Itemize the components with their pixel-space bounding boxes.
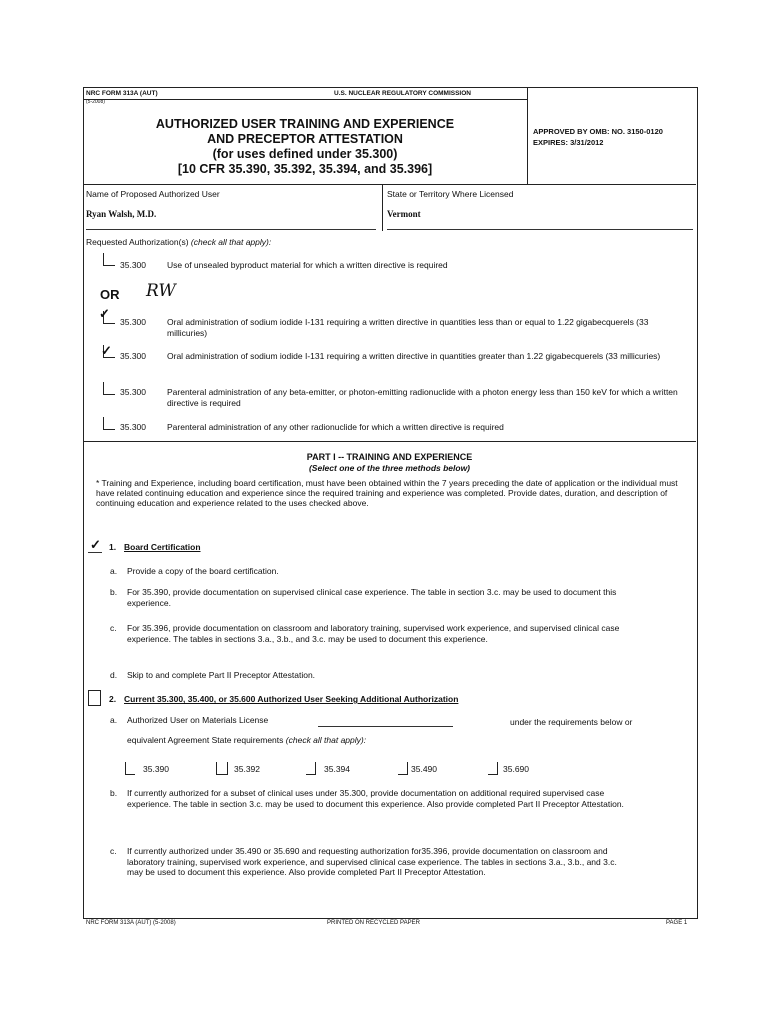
item-4-text: Parenteral administration of any beta-emitter, or photon-emitting radionuclide with a photon energy less than 150 keV for which a written directive is required <box>167 387 678 408</box>
header-divider <box>527 87 528 184</box>
check-mark-icon: ✓ <box>101 343 112 358</box>
checkbox-35490[interactable] <box>398 762 408 775</box>
state-underline <box>387 229 693 230</box>
s2-c-letter: c. <box>110 846 117 856</box>
s2-a-tail: under the requirements below or <box>510 717 633 727</box>
s2-b-letter: b. <box>110 788 118 798</box>
s2-b-text: If currently authorized for a subset of clinical uses under 35.300, provide documentation on additional required supervised case experience. The table in section 3.c. may be used to document this experience. Also provide completed Part II Preceptor Attestation. <box>127 788 624 809</box>
item-2-text: Oral administration of sodium iodide I-131 requiring a written directive in quantities less than or equal to 1.22 gigabecquerels (33 millicuries) <box>167 317 649 338</box>
s2-a-line2 <box>127 735 366 746</box>
license-number-field[interactable] <box>318 726 453 727</box>
s2-c-text: If currently authorized under 35.490 or 35.690 and requesting authorization for35.396, provide documentation on classroom and laboratory training, supervised work experience, and supervised clinical case experience. The tables in sections 3.a., 3.b., and 3.c. may be used to document this experience. Also provide completed Part II Preceptor Attestation. <box>127 846 617 877</box>
option-35390: 35.390 <box>143 764 169 774</box>
board-cert-checkbox[interactable] <box>88 552 102 553</box>
check-mark-icon: ✓ <box>90 537 101 552</box>
s1-c-letter: c. <box>110 623 117 633</box>
item-2-code: 35.300 <box>120 317 146 327</box>
item-5-code: 35.300 <box>120 422 146 432</box>
requested-label <box>86 237 271 248</box>
section2-checkbox[interactable] <box>88 690 101 706</box>
s2-a-text: Authorized User on Materials License <box>127 715 269 725</box>
expiration: EXPIRES: 3/31/2012 <box>533 138 604 147</box>
agency-name: U.S. NUCLEAR REGULATORY COMMISSION <box>334 90 471 97</box>
title-line-4: [10 CFR 35.390, 35.392, 35.394, and 35.396] <box>177 162 433 176</box>
requested-hint: (check all that apply): <box>190 237 272 247</box>
state-label: State or Territory Where Licensed <box>387 189 514 199</box>
option-35394: 35.394 <box>324 764 350 774</box>
form-number: NRC FORM 313A (AUT) <box>86 90 158 97</box>
item-4-code: 35.300 <box>120 387 146 397</box>
item-1-code: 35.300 <box>120 260 146 270</box>
form-date: (5-2008) <box>86 99 105 105</box>
section-rule <box>83 441 696 442</box>
part1-intro: * Training and Experience, including board certification, must have been obtained within the 7 years preceding the date of application or the individual must have related continuing education and experience since the required training and experience was completed. Provide dates, duration, and description of continuing education and experience related to the uses checked above. <box>96 478 678 508</box>
checkbox-35392[interactable] <box>216 762 228 775</box>
checkbox-item-4[interactable] <box>103 382 115 395</box>
s1-d-text: Skip to and complete Part II Preceptor Attestation. <box>127 670 316 680</box>
checkbox-item-5[interactable] <box>103 417 115 430</box>
section2-title: Current 35.300, 35.400, or 35.600 Authorized User Seeking Additional Authorization <box>124 694 459 704</box>
section2-number: 2. <box>109 694 117 704</box>
s2-a-letter: a. <box>110 715 118 725</box>
title-line-1: AUTHORIZED USER TRAINING AND EXPERIENCE <box>155 117 455 131</box>
s1-b-text: For 35.390, provide documentation on supervised clinical case experience. The table in section 3.c. may be used to document this experience. <box>127 587 617 608</box>
checkbox-35390[interactable] <box>125 762 135 775</box>
checkbox-35690[interactable] <box>488 762 498 775</box>
item-1-text: Use of unsealed byproduct material for which a written directive is required <box>167 260 448 270</box>
section1-title: Board Certification <box>124 542 201 552</box>
s1-b-letter: b. <box>110 587 118 597</box>
requested-label-text: Requested Authorization(s) <box>86 237 189 247</box>
name-underline <box>86 229 376 230</box>
option-35392: 35.392 <box>234 764 260 774</box>
section-rule <box>83 184 696 185</box>
item-3-text: Oral administration of sodium iodide I-131 requiring a written directive in quantities greater than 1.22 gigabecquerels (33 millicuries) <box>167 351 661 361</box>
part1-subtitle: (Select one of the three methods below) <box>308 463 471 473</box>
title-line-2: AND PRECEPTOR ATTESTATION <box>207 132 403 146</box>
s1-a-text: Provide a copy of the board certification. <box>127 566 279 576</box>
checkbox-35394[interactable] <box>306 762 316 775</box>
option-35690: 35.690 <box>503 764 529 774</box>
s1-a-letter: a. <box>110 566 118 576</box>
footer-form: NRC FORM 313A (AUT) (5-2008) <box>86 920 176 926</box>
name-value[interactable]: Ryan Walsh, M.D. <box>86 209 157 219</box>
s2-a-line2-hint: (check all that apply): <box>285 735 367 745</box>
footer-page: PAGE 1 <box>666 920 688 926</box>
s2-a-line2-text: equivalent Agreement State requirements <box>127 735 284 745</box>
option-35490: 35.490 <box>411 764 437 774</box>
or-label: OR <box>100 287 120 302</box>
footer-recycled: PRINTED ON RECYCLED PAPER <box>327 920 420 926</box>
item-5-text: Parenteral administration of any other radionuclide for which a written directive is required <box>167 422 504 432</box>
part1-title: PART I -- TRAINING AND EXPERIENCE <box>306 452 473 462</box>
check-mark-icon: ✓ <box>99 306 110 321</box>
handwritten-initials: RW <box>146 281 176 301</box>
title-line-3: (for uses defined under 35.300) <box>212 147 398 161</box>
name-label: Name of Proposed Authorized User <box>86 189 220 199</box>
section1-number: 1. <box>109 542 117 552</box>
checkbox-item-1[interactable] <box>103 253 115 266</box>
state-value[interactable]: Vermont <box>387 209 421 219</box>
s1-c-text: For 35.396, provide documentation on classroom and laboratory training, supervised work experience, and supervised clinical case experience. The tables in sections 3.a., 3.b., and 3.c. may be used to document this experience. <box>127 623 620 644</box>
form-title <box>100 117 510 177</box>
item-3-code: 35.300 <box>120 351 146 361</box>
s1-d-letter: d. <box>110 670 118 680</box>
applicant-divider <box>382 184 383 231</box>
header-rule <box>83 99 527 100</box>
omb-approval: APPROVED BY OMB: NO. 3150-0120 <box>533 127 663 136</box>
